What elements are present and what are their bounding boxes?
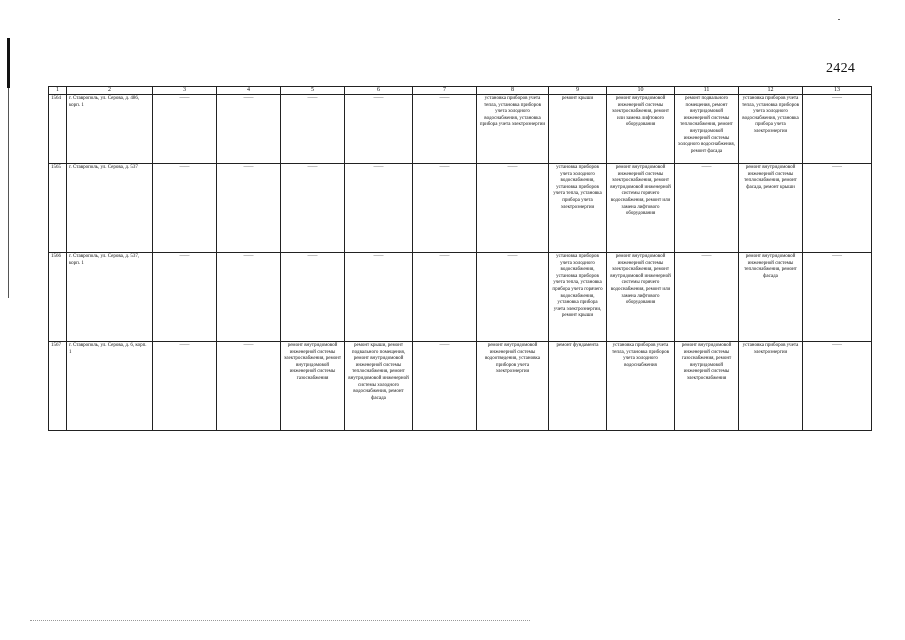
- column-number: 5: [281, 87, 345, 95]
- dash-mark: ——: [507, 165, 518, 170]
- work-cell: установка приборов учета холодного водоснабжения, установка приборов учета тепла, установка прибора учета электроэнергии: [549, 164, 607, 253]
- dash-mark: ——: [701, 254, 712, 259]
- scan-edge-mark: [7, 38, 10, 88]
- work-cell: установка приборов учета тепла, установка приборов учета холодного водоснабжения, установка прибора учета электроэнергии: [477, 95, 549, 164]
- column-number: 11: [675, 87, 739, 95]
- dash-mark: ——: [243, 96, 254, 101]
- empty-cell: [217, 253, 281, 342]
- empty-cell: [153, 342, 217, 431]
- dash-mark: ——: [701, 165, 712, 170]
- dash-mark: ——: [507, 254, 518, 259]
- dash-mark: ——: [243, 165, 254, 170]
- dash-mark: ——: [243, 254, 254, 259]
- dash-mark: ——: [179, 343, 190, 348]
- row-number: 1564: [49, 95, 67, 164]
- row-address: г. Ставрополь, ул. Серова, д. 6, корп. 1: [67, 342, 153, 431]
- empty-cell: [413, 342, 477, 431]
- column-number: 10: [607, 87, 675, 95]
- dash-mark: ——: [243, 343, 254, 348]
- work-cell: установка приборов учета холодного водоснабжения, установка приборов учета тепла, установка прибора учета горячего водоснабжения, установка прибора учета электроэнергии, ремонт крыши: [549, 253, 607, 342]
- row-address: г. Ставрополь, ул. Серова, д. 486, корп. 1: [67, 95, 153, 164]
- empty-cell: [803, 95, 872, 164]
- work-cell: ремонт внутридомовой инженерной системы электроснабжения, ремонт внутридомовой инженерной системы горячего водоснабжения, ремонт или замена лифтового оборудования: [607, 164, 675, 253]
- empty-cell: [217, 95, 281, 164]
- empty-cell: [477, 253, 549, 342]
- empty-cell: [413, 95, 477, 164]
- empty-cell: [281, 253, 345, 342]
- work-cell: ремонт крыши: [549, 95, 607, 164]
- empty-cell: [803, 164, 872, 253]
- empty-cell: [153, 95, 217, 164]
- empty-cell: [281, 164, 345, 253]
- dash-mark: ——: [439, 343, 450, 348]
- dash-mark: ——: [832, 343, 842, 348]
- dash-mark: ——: [179, 165, 190, 170]
- dash-mark: ——: [307, 165, 318, 170]
- capital-repair-table: [48, 86, 872, 431]
- dash-mark: ——: [832, 165, 842, 170]
- work-cell: установка приборов учета тепла, установка приборов учета холодного водоснабжения, установка прибора учета электроэнергии: [739, 95, 803, 164]
- row-address: г. Ставрополь, ул. Серова, д. 537: [67, 164, 153, 253]
- column-number: 2: [67, 87, 153, 95]
- page-number: 2424: [826, 61, 856, 76]
- empty-cell: [153, 253, 217, 342]
- scan-dot: [838, 19, 840, 20]
- empty-cell: [281, 95, 345, 164]
- scan-edge-line: [8, 88, 9, 298]
- row-number: 1566: [49, 253, 67, 342]
- work-cell: установка приборов учета электроэнергии: [739, 342, 803, 431]
- column-number: 13: [803, 87, 872, 95]
- column-number: 8: [477, 87, 549, 95]
- empty-cell: [153, 164, 217, 253]
- dash-mark: ——: [307, 254, 318, 259]
- empty-cell: [217, 164, 281, 253]
- scan-noise: [30, 620, 530, 622]
- dash-mark: ——: [439, 96, 450, 101]
- work-cell: ремонт крыши, ремонт подвального помещения, ремонт внутридомовой инженерной системы теплоснабжения, ремонт внутридомовой инженерной системы холодного водоснабжения, ремонт фасада: [345, 342, 413, 431]
- table-row: [49, 342, 872, 431]
- empty-cell: [675, 253, 739, 342]
- work-cell: ремонт подвального помещения, ремонт внутридомовой инженерной системы теплоснабжения, ремонт внутридомовой инженерной системы холодного водоснабжения, ремонт фасада: [675, 95, 739, 164]
- empty-cell: [675, 164, 739, 253]
- work-cell: ремонт фундамента: [549, 342, 607, 431]
- empty-cell: [345, 164, 413, 253]
- column-number: 7: [413, 87, 477, 95]
- table-row: [49, 164, 872, 253]
- work-cell: ремонт внутридомовой инженерной системы теплоснабжения, ремонт фасада: [739, 253, 803, 342]
- work-cell: ремонт внутридомовой инженерной системы электроснабжения, ремонт внутридомовой инженерной системы газоснабжения: [281, 342, 345, 431]
- work-cell: установка приборов учета тепла, установка приборов учета холодного водоснабжения: [607, 342, 675, 431]
- column-number: 1: [49, 87, 67, 95]
- dash-mark: ——: [832, 254, 842, 259]
- dash-mark: ——: [179, 96, 190, 101]
- dash-mark: ——: [373, 254, 384, 259]
- row-number: 1567: [49, 342, 67, 431]
- dash-mark: ——: [439, 165, 450, 170]
- work-cell: ремонт внутридомовой инженерной системы теплоснабжения, ремонт фасада, ремонт крыши: [739, 164, 803, 253]
- work-cell: ремонт внутридомовой инженерной системы электроснабжения, ремонт или замена лифтового оборудования: [607, 95, 675, 164]
- work-cell: ремонт внутридомовой инженерной системы электроснабжения, ремонт внутридомовой инженерной системы горячего водоснабжения, ремонт или замена лифтового оборудования: [607, 253, 675, 342]
- empty-cell: [803, 342, 872, 431]
- empty-cell: [803, 253, 872, 342]
- column-number: 6: [345, 87, 413, 95]
- table-row: [49, 253, 872, 342]
- empty-cell: [413, 253, 477, 342]
- column-number: 3: [153, 87, 217, 95]
- column-number: 9: [549, 87, 607, 95]
- row-number: 1565: [49, 164, 67, 253]
- table-row: [49, 95, 872, 164]
- empty-cell: [345, 95, 413, 164]
- column-number: 4: [217, 87, 281, 95]
- empty-cell: [217, 342, 281, 431]
- dash-mark: ——: [439, 254, 450, 259]
- row-address: г. Ставрополь, ул. Серова, д. 537, корп. 1: [67, 253, 153, 342]
- dash-mark: ——: [307, 96, 318, 101]
- empty-cell: [345, 253, 413, 342]
- dash-mark: ——: [832, 96, 842, 101]
- dash-mark: ——: [373, 96, 384, 101]
- column-number-row: [49, 87, 872, 95]
- empty-cell: [477, 164, 549, 253]
- empty-cell: [413, 164, 477, 253]
- work-cell: ремонт внутридомовой инженерной системы газоснабжения, ремонт внутридомовой инженерной системы электроснабжения: [675, 342, 739, 431]
- dash-mark: ——: [179, 254, 190, 259]
- work-cell: ремонт внутридомовой инженерной системы водоотведения, установка приборов учета электроэнергии: [477, 342, 549, 431]
- column-number: 12: [739, 87, 803, 95]
- dash-mark: ——: [373, 165, 384, 170]
